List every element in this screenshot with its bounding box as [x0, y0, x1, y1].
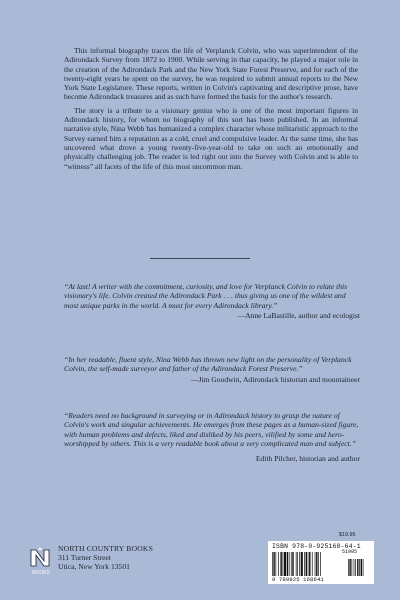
- description-blurb: [64, 46, 358, 175]
- review-quote: “In her readable, fluent style, Nina Webb has thrown new light on the personality of Verplanck Colvin, the self-made surveyor and father of the Adirondack Forest Preserve.”: [64, 355, 352, 374]
- blurb-paragraph-1: This informal biography traces the life of Verplanck Colvin, who was superintendent of the Adirondack Survey from 1872 to 1900. While serving in that capacity, he played a major role in the creation of the Adirondack Park and the New York State Forest Preserve, and for each of the twenty-eight years he spent on the survey, he was required to submit annual reports to the New York State Legislature. These reports, written in Colvin's captivating and descriptive prose, have become Adirondack treasures and as such have formed the basis for the author's research.: [64, 46, 358, 102]
- publisher-name: NORTH COUNTRY BOOKS: [58, 544, 154, 553]
- review-quote: “Readers need no background in surveying or in Adirondack history to grasp the nature of Colvin's work and singular achievements. He emerges from these pages as a human-sized figure, with human problems and defects, liked and disliked by his peers, vilified by some and hero-worshipped by others. This is a very readable book about a very complicated man and subject.”: [64, 411, 359, 448]
- review-1: [64, 282, 360, 320]
- isbn-label: ISBN 978-0-925168-64-1: [272, 543, 361, 550]
- logo-text: BOOKS: [32, 570, 50, 576]
- publisher-street: 311 Turner Street: [58, 553, 111, 563]
- barcode-digits: 9 780925 168641: [272, 576, 324, 583]
- blurb-paragraph-2: The story is a tribute to a visionary genius who is one of the most important figures in Adirondack history, for whom no biography of this sort has been published. In an informal narrative style, Nina Webb has humanized a complex character whose militaristic approach to the Survey earned him a reputation as a cold, cruel and compulsive leader. At the same time, she has uncovered what drove a young twenty-five-year-old to take on such an emotionally and physically challenging job. The reader is led right out into the Survey with Colvin and is able to “witness” all facets of the life of this most uncommon man.: [64, 105, 358, 171]
- review-attribution: —Anne LaBastille, author and ecologist: [237, 310, 360, 320]
- price-label: $19.95: [339, 532, 356, 538]
- review-quote: “At last! A writer with the commitment, curiosity, and love for Verplanck Colvin to relate this visionary's life. Colvin created the Adirondack Park . . . thus giving us one of the wildest and most unique parks in the world. A must for every Adirondack library.”: [64, 282, 348, 310]
- barcode-addon: 51995: [342, 549, 358, 555]
- divider: [150, 258, 250, 259]
- barcode-icon: [272, 552, 370, 576]
- publisher-logo-icon: [28, 544, 54, 578]
- review-attribution: —Jim Goodwin, Adirondack historian and mountaineer: [190, 374, 360, 384]
- barcode-box: [268, 541, 374, 584]
- publisher-city: Utica, New York 13501: [58, 562, 130, 572]
- review-2: [64, 355, 360, 384]
- publisher-block: [28, 544, 153, 578]
- review-attribution: Edith Pilcher, historian and author: [255, 454, 360, 464]
- review-3: [64, 411, 360, 463]
